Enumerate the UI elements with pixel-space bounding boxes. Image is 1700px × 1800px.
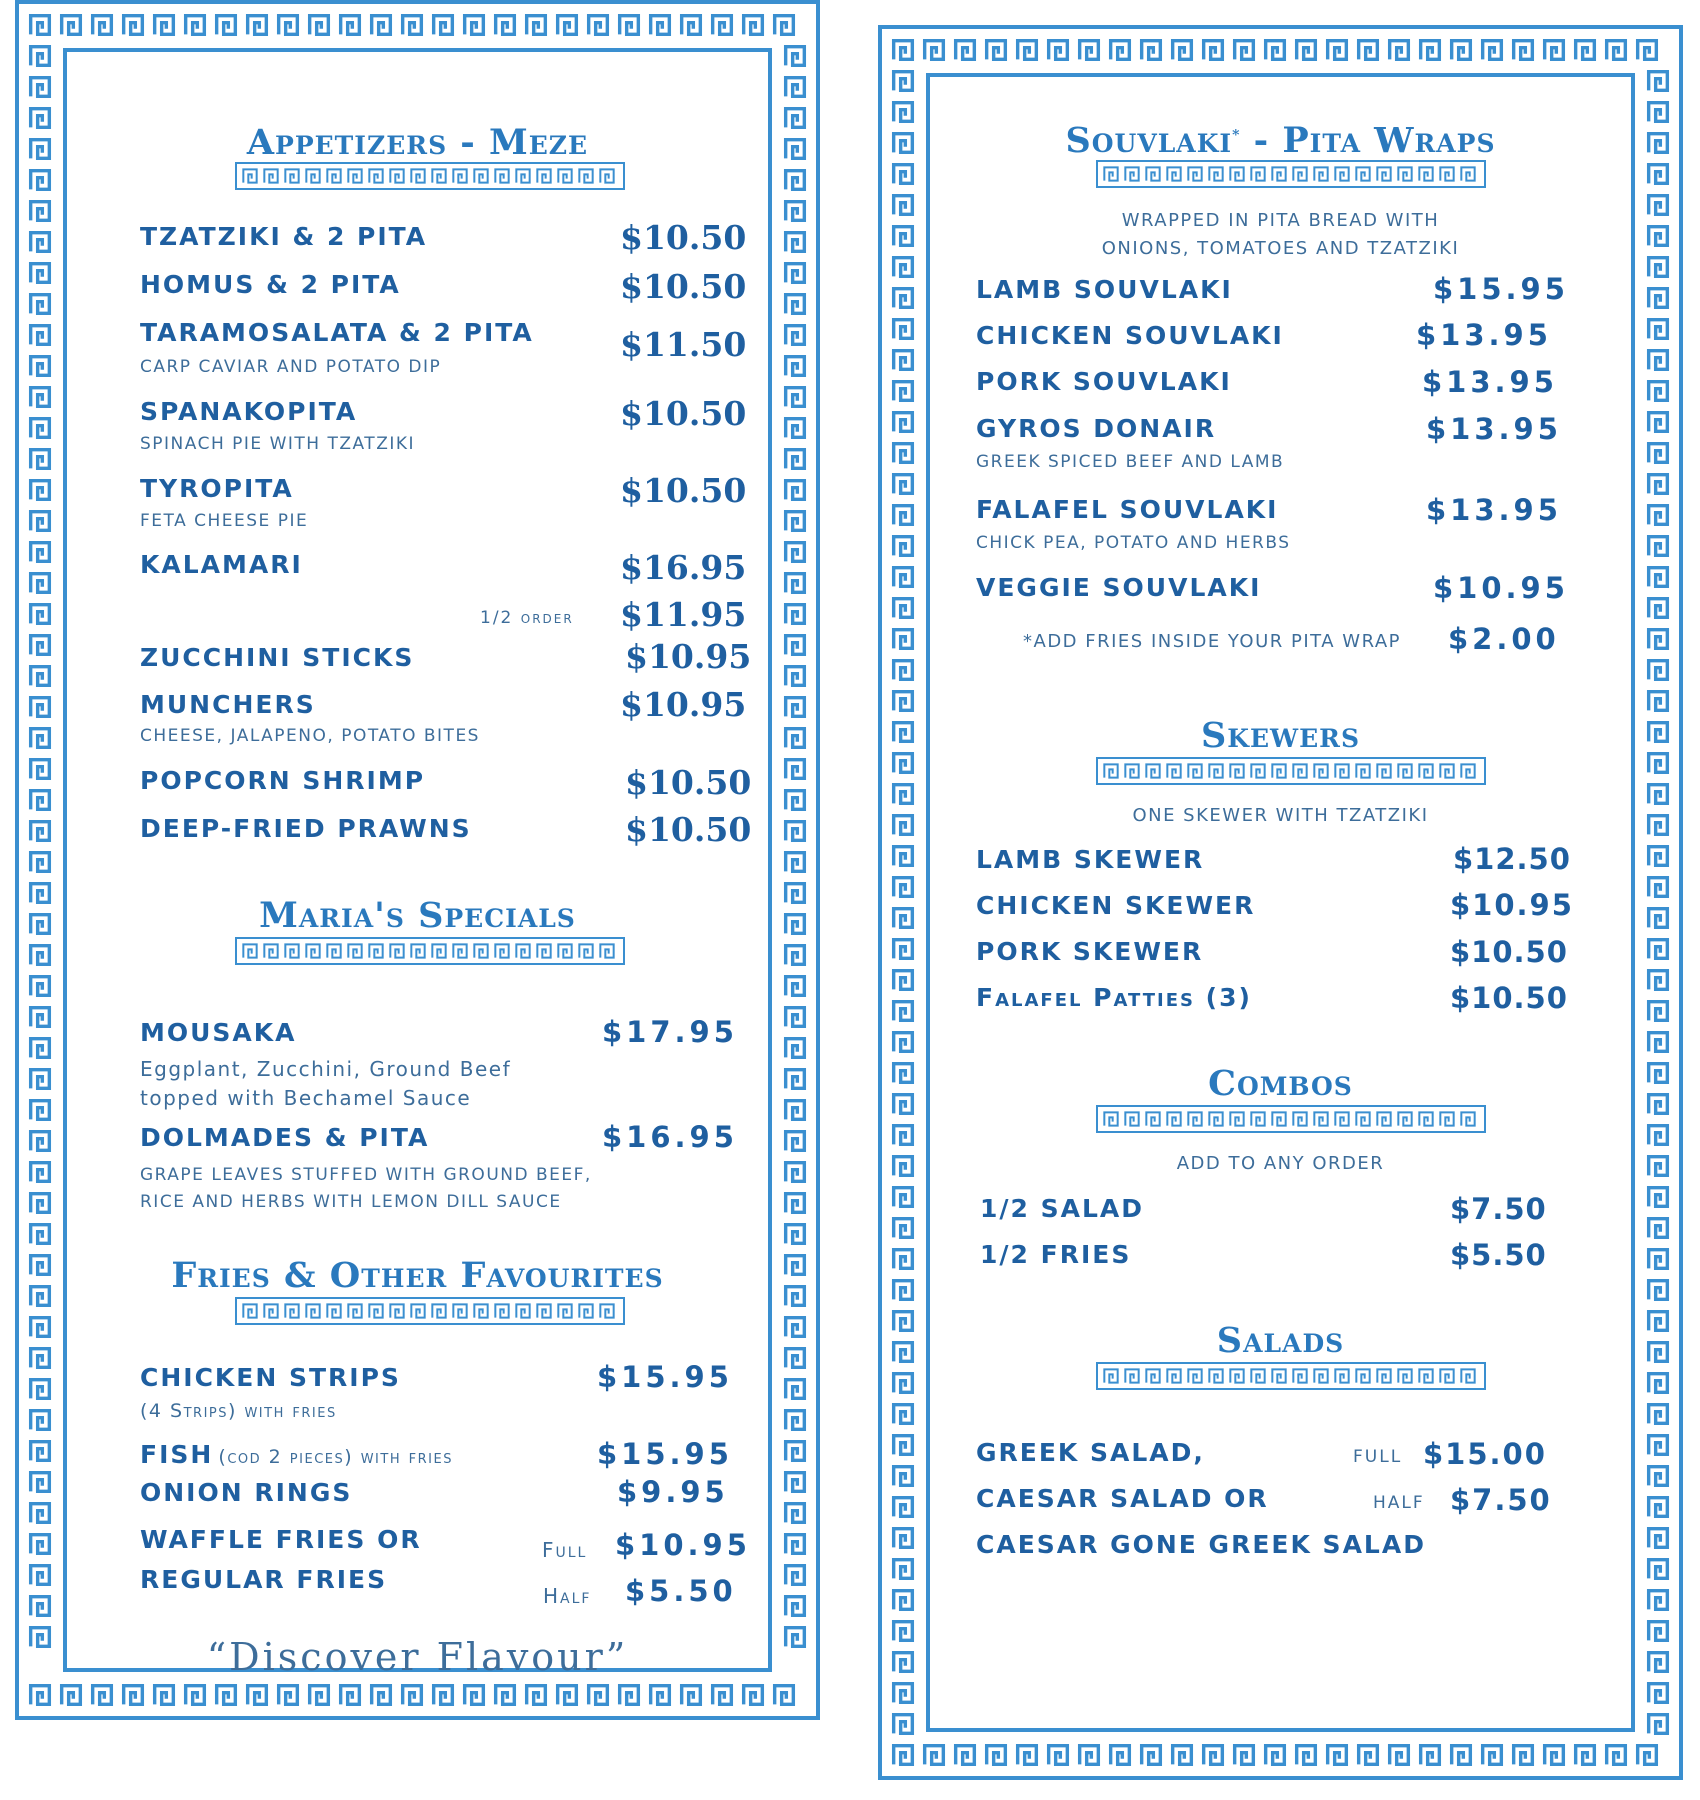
price-tzatziki: $10.50 bbox=[620, 218, 747, 257]
price-kalamari-half: $11.95 bbox=[620, 595, 747, 634]
desc-mousaka-1: Eggplant, Zucchini, Ground Beef bbox=[140, 1057, 512, 1081]
price-lamb-souvlaki: $15.95 bbox=[1433, 272, 1569, 306]
menu-item-chicken-strips: CHICKEN STRIPS bbox=[140, 1363, 401, 1392]
fries-full-label: Full bbox=[542, 1538, 588, 1562]
menu-item-regular-fries: REGULAR FRIES bbox=[140, 1565, 388, 1594]
fries-title: Fries & Other Favourites bbox=[171, 1255, 664, 1296]
desc-gyros-donair: GREEK SPICED BEEF AND LAMB bbox=[976, 452, 1285, 472]
salads-divider bbox=[1096, 1362, 1486, 1390]
skewers-note: ONE SKEWER WITH TZATZIKI bbox=[1132, 805, 1429, 826]
menu-item-mousaka: MOUSAKA bbox=[140, 1018, 297, 1047]
menu-item-tyropita: TYROPITA bbox=[140, 474, 294, 503]
price-half-fries: $5.50 bbox=[1450, 1238, 1547, 1272]
menu-item-tzatziki: TZATZIKI & 2 PITA bbox=[140, 222, 428, 251]
price-salad-full: $15.00 bbox=[1423, 1437, 1547, 1471]
menu-item-spanakopita: SPANAKOPITA bbox=[140, 397, 358, 426]
skewers-title: Skewers bbox=[1200, 715, 1361, 756]
menu-item-lamb-skewer: LAMB SKEWER bbox=[976, 845, 1205, 874]
tagline: “Discover Flavour” bbox=[206, 1635, 629, 1679]
souvlaki-title-a: Souvlaki bbox=[1065, 120, 1233, 161]
souvlaki-title-star: * bbox=[1232, 127, 1241, 144]
menu-item-pork-souvlaki: PORK SOUVLAKI bbox=[976, 367, 1232, 396]
menu-item-caesar-salad: CAESAR SALAD OR bbox=[976, 1484, 1269, 1513]
addon-fries-label: *ADD FRIES INSIDE YOUR PITA WRAP bbox=[1023, 631, 1402, 652]
price-half-salad: $7.50 bbox=[1450, 1192, 1547, 1226]
desc-munchers: CHEESE, JALAPENO, POTATO BITES bbox=[140, 726, 480, 746]
price-kalamari: $16.95 bbox=[620, 548, 747, 587]
menu-item-chicken-skewer: CHICKEN SKEWER bbox=[976, 891, 1256, 920]
menu-item-gyros-donair: GYROS DONAIR bbox=[976, 414, 1217, 443]
menu-item-onion-rings: ONION RINGS bbox=[140, 1478, 353, 1507]
menu-item-falafel-patties: Falafel Patties (3) bbox=[976, 983, 1252, 1012]
left-menu-content bbox=[85, 60, 752, 1679]
desc-dolmades-2: RICE AND HERBS WITH LEMON DILL SAUCE bbox=[140, 1192, 562, 1212]
desc-taramosalata: CARP CAVIAR AND POTATO DIP bbox=[140, 357, 442, 377]
price-lamb-skewer: $12.50 bbox=[1453, 842, 1571, 876]
price-fries-half: $5.50 bbox=[625, 1574, 737, 1608]
price-chicken-strips: $15.95 bbox=[597, 1360, 733, 1394]
price-pork-souvlaki: $13.95 bbox=[1422, 365, 1558, 399]
menu-item-fish: FISH bbox=[140, 1440, 214, 1469]
souvlaki-title-b: - Pita Wraps bbox=[1240, 120, 1496, 161]
price-dolmades: $16.95 bbox=[602, 1120, 738, 1154]
menu-item-kalamari: KALAMARI bbox=[140, 550, 303, 579]
desc-dolmades-1: GRAPE LEAVES STUFFED WITH GROUND BEEF, bbox=[140, 1165, 592, 1185]
souvlaki-divider bbox=[1096, 160, 1486, 188]
combos-note: ADD TO ANY ORDER bbox=[1176, 1153, 1385, 1174]
desc-fish: (cod 2 pieces) with fries bbox=[218, 1446, 453, 1468]
menu-item-taramosalata: TARAMOSALATA & 2 PITA bbox=[140, 318, 534, 347]
desc-spanakopita: SPINACH PIE WITH TZATZIKI bbox=[140, 434, 416, 454]
menu-item-zucchini-sticks: ZUCCHINI STICKS bbox=[140, 643, 415, 672]
salad-full-label: FULL bbox=[1353, 1447, 1403, 1467]
price-spanakopita: $10.50 bbox=[620, 394, 747, 433]
price-addon-fries: $2.00 bbox=[1448, 622, 1560, 656]
souvlaki-title bbox=[948, 120, 1613, 161]
menu-item-homus: HOMUS & 2 PITA bbox=[140, 270, 401, 299]
salads-title: Salads bbox=[1216, 1320, 1345, 1361]
menu-item-munchers: MUNCHERS bbox=[140, 690, 316, 719]
price-taramosalata: $11.50 bbox=[620, 325, 747, 364]
menu-item-waffle-fries: WAFFLE FRIES OR bbox=[140, 1525, 422, 1554]
menu-item-half-fries: 1/2 FRIES bbox=[980, 1240, 1132, 1269]
right-menu-panel bbox=[878, 25, 1683, 1780]
souvlaki-note-1: WRAPPED IN PITA BREAD WITH bbox=[1121, 210, 1440, 231]
price-tyropita: $10.50 bbox=[620, 471, 747, 510]
desc-chicken-strips: (4 Strips) with fries bbox=[140, 1400, 337, 1422]
menu-item-pork-skewer: PORK SKEWER bbox=[976, 937, 1204, 966]
price-fish: $15.95 bbox=[597, 1437, 733, 1471]
souvlaki-note-2: ONIONS, TOMATOES AND TZATZIKI bbox=[1101, 238, 1460, 259]
price-veggie-souvlaki: $10.95 bbox=[1433, 571, 1569, 605]
menu-item-deep-fried-prawns: DEEP-FRIED PRAWNS bbox=[140, 814, 472, 843]
combos-divider bbox=[1096, 1105, 1486, 1133]
price-popcorn-shrimp: $10.50 bbox=[625, 763, 752, 802]
appetizers-title: Appetizers - Meze bbox=[246, 122, 589, 163]
desc-falafel-souvlaki: CHICK PEA, POTATO AND HERBS bbox=[976, 533, 1291, 553]
appetizers-divider bbox=[235, 162, 625, 190]
price-deep-fried-prawns: $10.50 bbox=[625, 810, 752, 849]
menu-item-popcorn-shrimp: POPCORN SHRIMP bbox=[140, 766, 426, 795]
combos-title: Combos bbox=[1208, 1063, 1353, 1104]
desc-mousaka-2: topped with Bechamel Sauce bbox=[140, 1086, 472, 1110]
price-falafel-patties: $10.50 bbox=[1450, 981, 1568, 1015]
kalamari-half-label: 1/2 order bbox=[480, 608, 574, 628]
right-menu-content bbox=[948, 85, 1613, 1725]
price-mousaka: $17.95 bbox=[602, 1015, 738, 1049]
price-zucchini-sticks: $10.95 bbox=[625, 637, 752, 676]
menu-item-caesar-gone-greek: CAESAR GONE GREEK SALAD bbox=[976, 1530, 1426, 1559]
fries-half-label: Half bbox=[543, 1584, 592, 1608]
fries-divider bbox=[235, 1297, 625, 1325]
price-onion-rings: $9.95 bbox=[617, 1475, 729, 1509]
menu-item-fish-row bbox=[140, 1440, 453, 1469]
price-salad-half: $7.50 bbox=[1450, 1483, 1552, 1517]
price-falafel-souvlaki: $13.95 bbox=[1426, 493, 1562, 527]
price-chicken-skewer: $10.95 bbox=[1450, 888, 1574, 922]
price-homus: $10.50 bbox=[620, 267, 747, 306]
salad-half-label: HALF bbox=[1373, 1493, 1425, 1513]
menu-item-veggie-souvlaki: VEGGIE SOUVLAKI bbox=[976, 573, 1262, 602]
desc-tyropita: FETA CHEESE PIE bbox=[140, 511, 309, 531]
price-fries-full: $10.95 bbox=[615, 1528, 751, 1562]
specials-divider bbox=[235, 937, 625, 965]
skewers-divider bbox=[1096, 757, 1486, 785]
price-pork-skewer: $10.50 bbox=[1450, 935, 1568, 969]
price-munchers: $10.95 bbox=[620, 685, 747, 724]
specials-title: Maria's Specials bbox=[259, 895, 576, 936]
price-gyros-donair: $13.95 bbox=[1426, 412, 1562, 446]
menu-item-falafel-souvlaki: FALAFEL SOUVLAKI bbox=[976, 495, 1279, 524]
left-menu-panel bbox=[15, 0, 820, 1720]
menu-item-lamb-souvlaki: LAMB SOUVLAKI bbox=[976, 275, 1233, 304]
menu-item-greek-salad: GREEK SALAD, bbox=[976, 1438, 1205, 1467]
menu-item-half-salad: 1/2 SALAD bbox=[980, 1194, 1145, 1223]
price-chicken-souvlaki: $13.95 bbox=[1416, 318, 1552, 352]
menu-item-dolmades: DOLMADES & PITA bbox=[140, 1123, 430, 1152]
menu-item-chicken-souvlaki: CHICKEN SOUVLAKI bbox=[976, 321, 1284, 350]
